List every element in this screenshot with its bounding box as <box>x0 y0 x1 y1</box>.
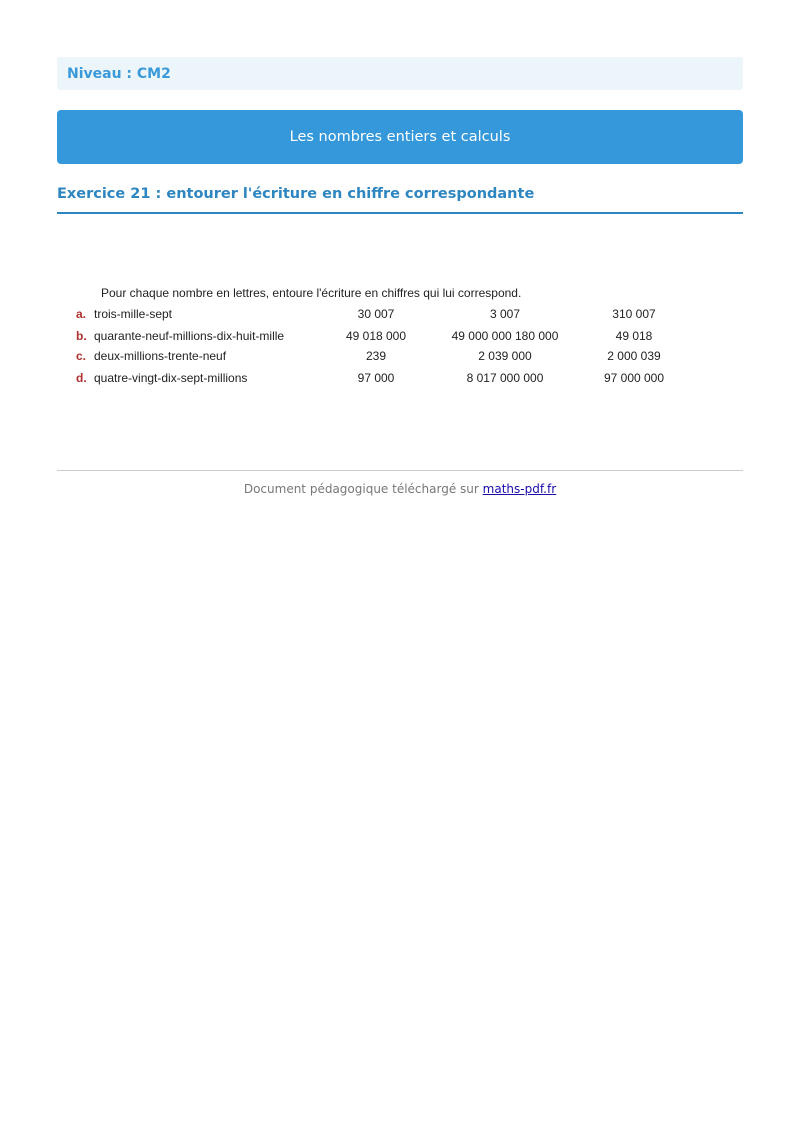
exercise-title: Exercice 21 : entourer l'écriture en chiffre correspondante <box>57 184 743 214</box>
row-letter: c. <box>76 349 87 363</box>
row-letter: d. <box>76 371 87 385</box>
number-option: 49 018 <box>615 329 653 343</box>
exercise-row <box>57 307 743 327</box>
footer-text: Document pédagogique téléchargé sur <box>243 482 479 496</box>
level-box <box>57 57 743 90</box>
exercise-instruction: Pour chaque nombre en lettres, entoure l'écriture en chiffres qui lui correspond. <box>101 286 522 300</box>
level-label: Niveau : CM2 <box>67 65 171 82</box>
number-option: 97 000 000 <box>603 371 665 385</box>
number-option: 97 000 <box>357 371 395 385</box>
row-letter: b. <box>76 329 87 343</box>
footer-link[interactable]: maths-pdf.fr <box>482 482 557 496</box>
number-in-words: quarante-neuf-millions-dix-huit-mille <box>94 329 285 343</box>
footer <box>57 482 743 496</box>
number-option: 49 018 000 <box>345 329 407 343</box>
number-in-words: trois-mille-sept <box>94 307 173 321</box>
exercise-row <box>57 371 743 391</box>
exercise-content <box>57 280 743 400</box>
number-in-words: deux-millions-trente-neuf <box>94 349 227 363</box>
number-option: 239 <box>365 349 387 363</box>
footer-divider <box>57 470 743 471</box>
number-in-words: quatre-vingt-dix-sept-millions <box>94 371 248 385</box>
number-option: 310 007 <box>612 307 656 321</box>
number-option: 3 007 <box>489 307 521 321</box>
topic-banner <box>57 110 743 164</box>
exercise-row <box>57 349 743 369</box>
number-option: 49 000 000 180 000 <box>451 329 559 343</box>
banner-title: Les nombres entiers et calculs <box>289 129 511 145</box>
number-option: 30 007 <box>357 307 395 321</box>
exercise-row <box>57 329 743 349</box>
number-option: 2 039 000 <box>478 349 532 363</box>
number-option: 2 000 039 <box>607 349 661 363</box>
row-letter: a. <box>76 307 87 321</box>
number-option: 8 017 000 000 <box>466 371 544 385</box>
